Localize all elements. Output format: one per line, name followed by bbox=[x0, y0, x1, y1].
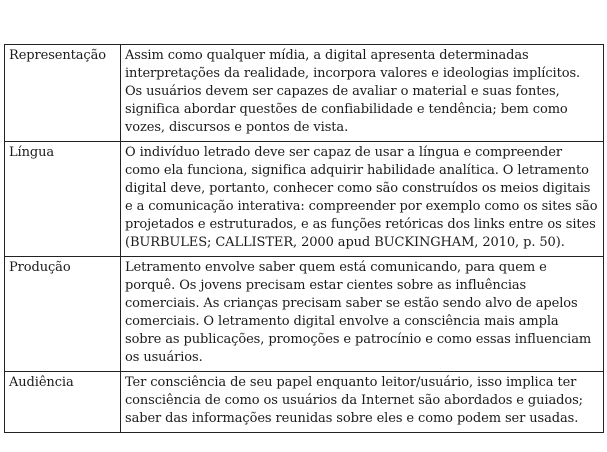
table-row bbox=[5, 142, 604, 257]
row-text-lingua: O indivíduo letrado deve ser capaz de usar a língua e compreender como ela funciona, significa adquirir habilidade analítica. O letramento digital deve, portanto, conhecer como são construídos os meios digitais e a comunicação interativa: compreender por exemplo como os sites são projetados e estruturados, e as funções retóricas dos links entre os sites (BURBULES; CALLISTER, 2000 apud BUCKINGHAM, 2010, p. 50). bbox=[121, 142, 604, 257]
row-label-producao: Produção bbox=[5, 257, 121, 372]
row-text-producao: Letramento envolve saber quem está comunicando, para quem e porquê. Os jovens precisam estar cientes sobre as influências comerciais. As crianças precisam saber se estão sendo alvo de apelos comerciais. O letramento digital envolve a consciência mais ampla sobre as publicações, promoções e patrocínio e como essas influenciam os usuários. bbox=[121, 257, 604, 372]
row-label-audiencia: Audiência bbox=[5, 372, 121, 433]
row-label-lingua: Língua bbox=[5, 142, 121, 257]
table-row bbox=[5, 257, 604, 372]
row-text-representacao: Assim como qualquer mídia, a digital apresenta determinadas interpretações da realidade, incorpora valores e ideologias implícitos. Os usuários devem ser capazes de avaliar o material e suas fontes, significa abordar questões de confiabilidade e tendência; bem como vozes, discursos e pontos de vista. bbox=[121, 45, 604, 142]
row-text-audiencia: Ter consciência de seu papel enquanto leitor/usuário, isso implica ter consciência de como os usuários da Internet são abordados e guiados; saber das informações reunidas sobre eles e como podem ser usadas. bbox=[121, 372, 604, 433]
literacy-table-container bbox=[4, 44, 604, 433]
row-label-representacao: Representação bbox=[5, 45, 121, 142]
literacy-dimensions-table bbox=[4, 44, 604, 433]
table-row bbox=[5, 372, 604, 433]
table-row bbox=[5, 45, 604, 142]
